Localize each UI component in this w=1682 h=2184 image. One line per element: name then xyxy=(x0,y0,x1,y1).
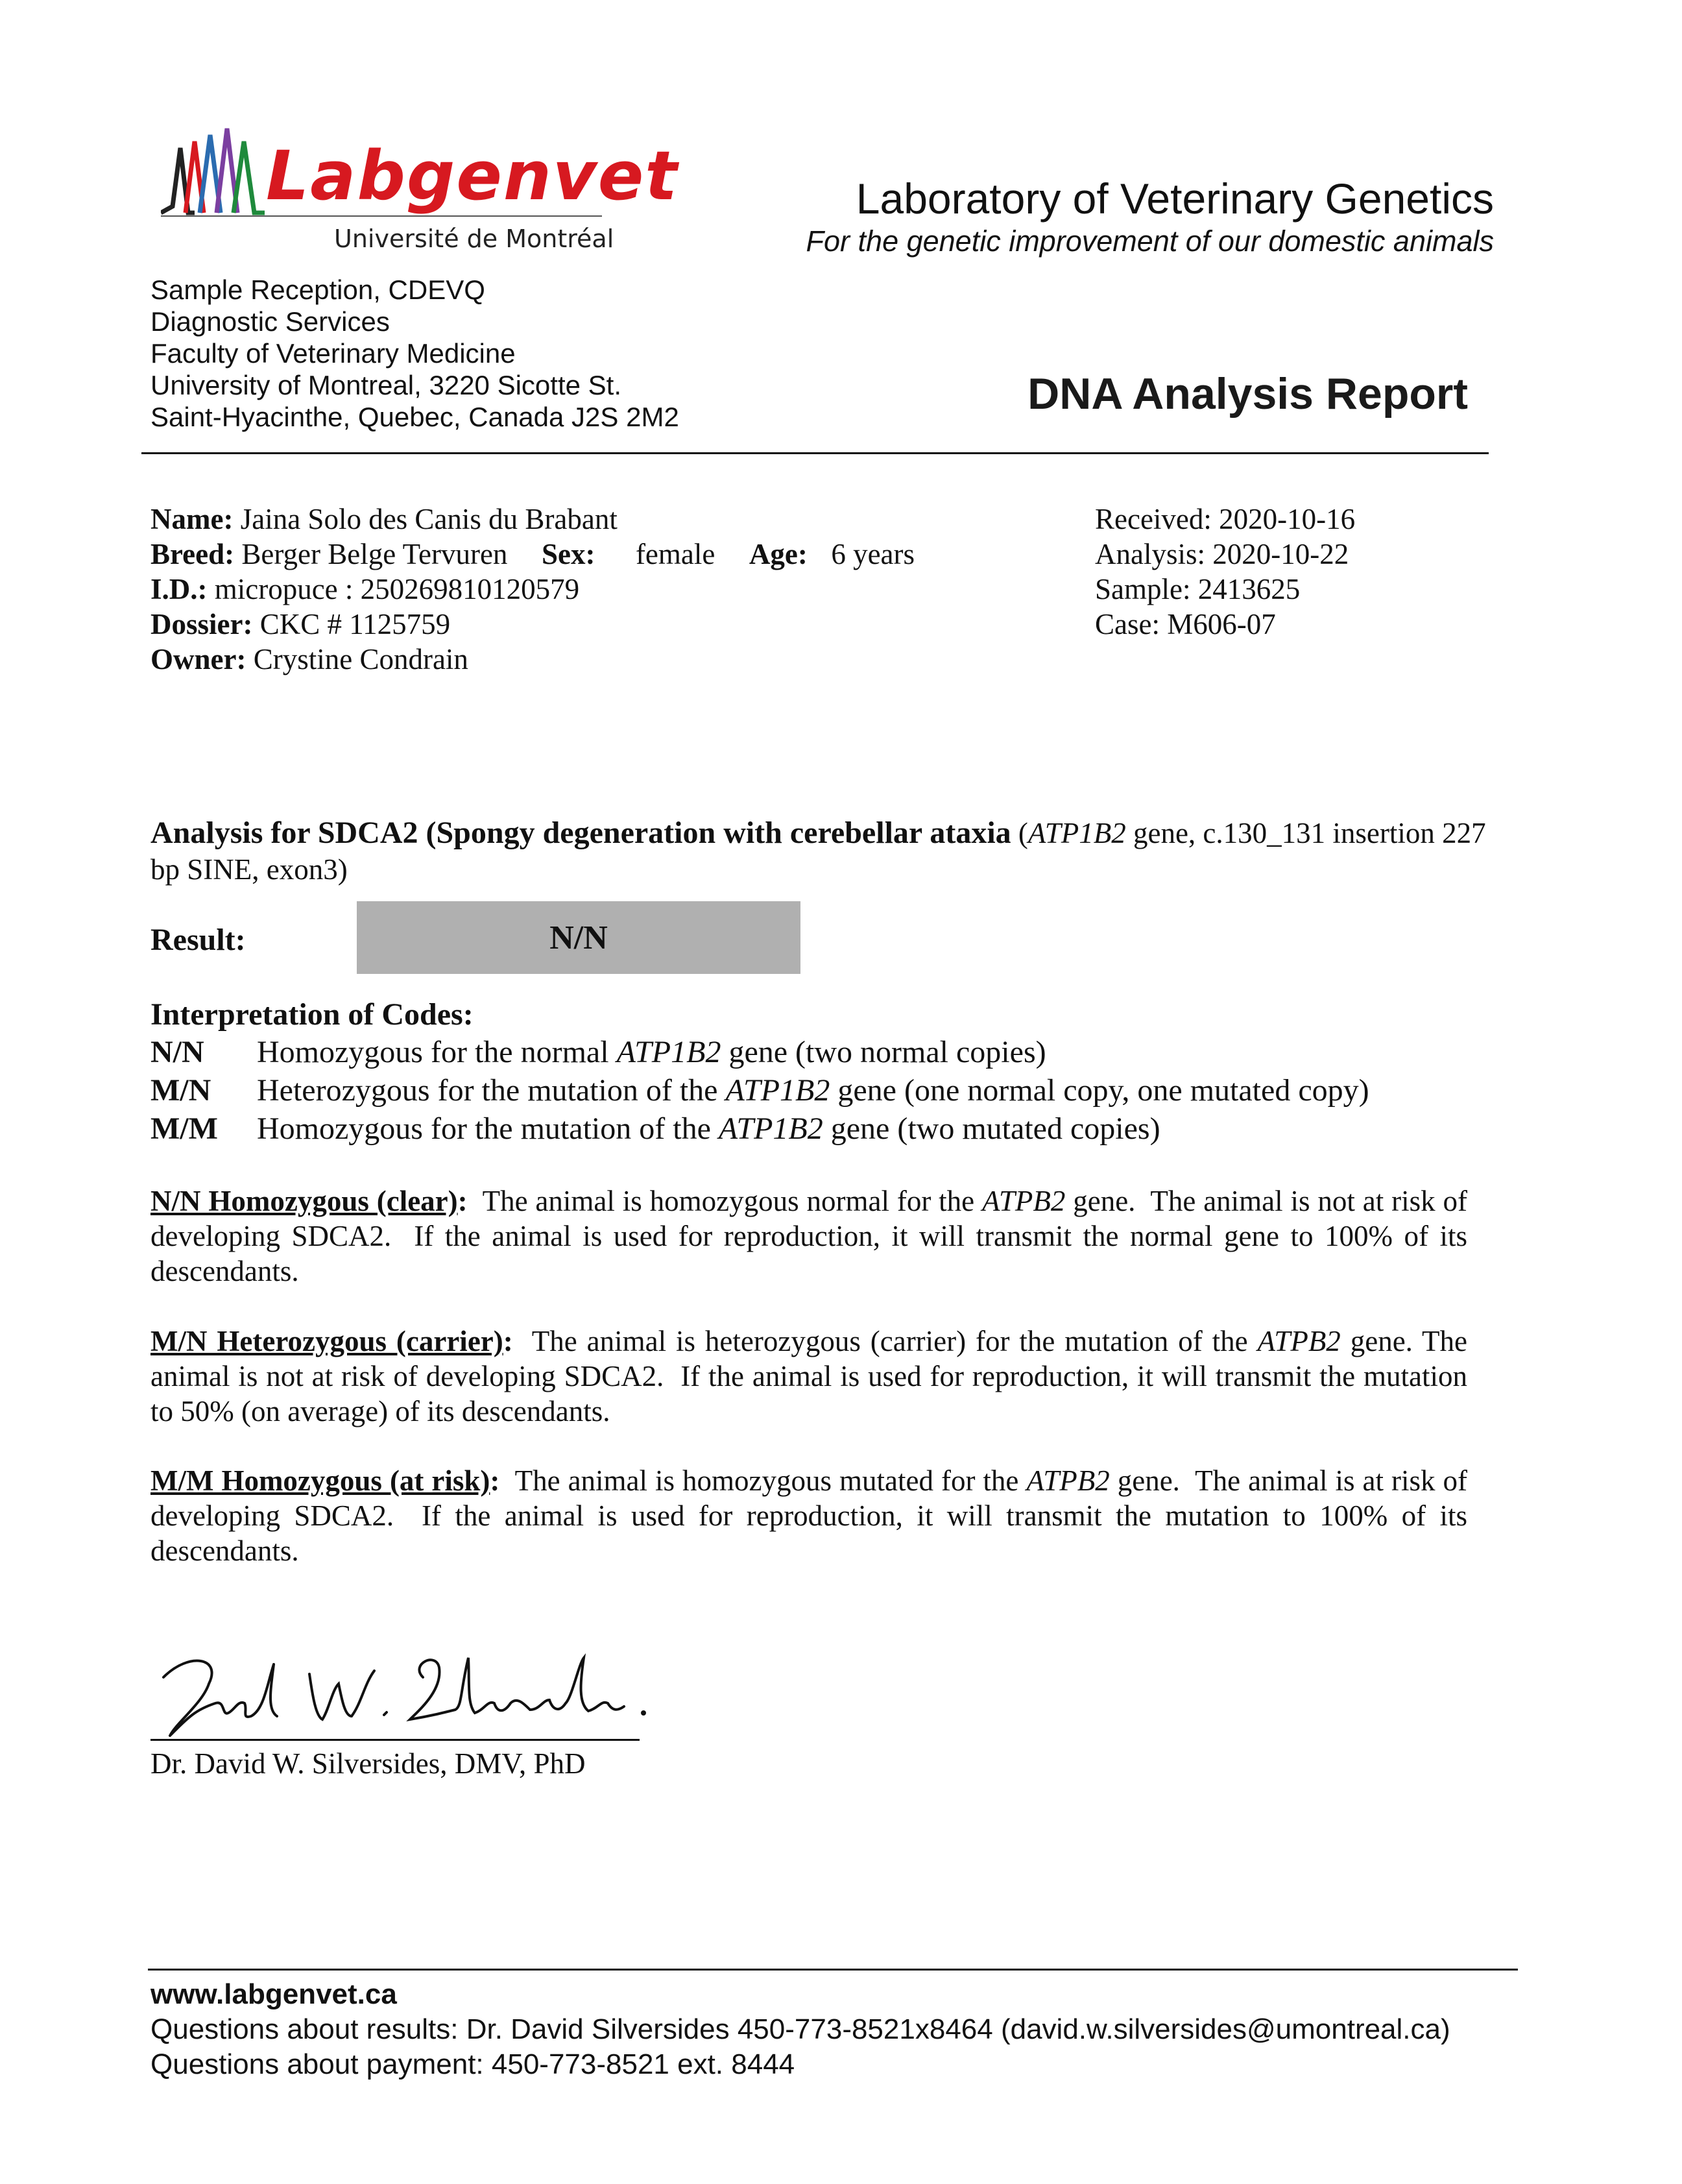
patient-breed-row xyxy=(150,537,915,572)
address-line: University of Montreal, 3220 Sicotte St. xyxy=(150,370,621,400)
case-number: Case: M606-07 xyxy=(1095,608,1276,640)
breed-label: Breed: xyxy=(150,538,235,570)
sample-number: Sample: 2413625 xyxy=(1095,573,1301,605)
analysis-title: Analysis for SDCA2 (Spongy degeneration with cerebellar ataxia xyxy=(150,816,1011,850)
para-text-end: gene. The animal is not at risk of developing SDCA2. If the animal is used for reproduction, it will transmit the normal gene to 100% of its descendants. xyxy=(150,1185,1475,1287)
interpretation-at-risk xyxy=(150,1463,1475,1568)
handwritten-signature xyxy=(150,1638,656,1749)
patient-owner-row xyxy=(150,642,915,677)
analysis-gene-open: ( xyxy=(1011,817,1028,849)
report-title: DNA Analysis Report xyxy=(1027,369,1468,419)
para-gene: ATPB2 xyxy=(1257,1325,1341,1357)
patient-info xyxy=(150,502,915,677)
address-line: Sample Reception, CDEVQ xyxy=(150,274,485,305)
name-label: Name: xyxy=(150,503,234,535)
footer xyxy=(150,1977,1450,2082)
analysis-date: Analysis: 2020-10-22 xyxy=(1095,538,1349,570)
signature-line xyxy=(150,1739,640,1741)
code-gene: ATP1B2 xyxy=(718,1111,823,1146)
code-text-end: gene (one normal copy, one mutated copy) xyxy=(830,1073,1369,1108)
payment-contact: Questions about payment: 450-773-8521 ext. 8444 xyxy=(150,2048,795,2080)
code-gene: ATP1B2 xyxy=(725,1073,830,1108)
patient-age: 6 years xyxy=(831,538,915,570)
address-line: Saint-Hyacinthe, Quebec, Canada J2S 2M2 xyxy=(150,402,679,432)
para-text: The animal is heterozygous (carrier) for the mutation of the xyxy=(512,1325,1258,1357)
codes-title: Interpretation of Codes: xyxy=(150,997,474,1032)
result-value: N/N xyxy=(357,901,800,974)
lab-tagline: For the genetic improvement of our domestic animals xyxy=(806,224,1494,258)
logo-wordmark: Labgenvet xyxy=(266,136,679,215)
code-label: M/N xyxy=(150,1073,211,1108)
code-text: Heterozygous for the mutation of the xyxy=(257,1073,726,1108)
analysis-detail: gene, c.130_131 insertion 227 bp SINE, exon3) xyxy=(150,817,1486,886)
patient-name: Jaina Solo des Canis du Brabant xyxy=(240,503,618,535)
code-row xyxy=(150,1073,1369,1108)
para-text-end: gene. The animal is not at risk of developing SDCA2. If the animal is used for reproduction, it will transmit the mutation to 50% (on average) of its descendants. xyxy=(150,1325,1475,1427)
dossier-label: Dossier: xyxy=(150,608,253,640)
website-link[interactable]: www.labgenvet.ca xyxy=(150,1978,397,2010)
code-gene: ATP1B2 xyxy=(616,1035,721,1069)
para-colon: : xyxy=(503,1325,513,1357)
patient-breed: Berger Belge Tervuren xyxy=(241,538,508,570)
analysis-gene: ATP1B2 xyxy=(1027,817,1126,849)
para-colon: : xyxy=(490,1464,500,1497)
para-label: N/N Homozygous (clear) xyxy=(150,1185,458,1217)
patient-id-row xyxy=(150,572,915,607)
interpretation-clear xyxy=(150,1183,1475,1289)
age-label: Age: xyxy=(749,538,808,570)
code-row xyxy=(150,1111,1160,1147)
para-text: The animal is homozygous normal for the xyxy=(467,1185,983,1217)
code-row xyxy=(150,1034,1046,1070)
patient-dossier: CKC # 1125759 xyxy=(259,608,451,640)
owner-label: Owner: xyxy=(150,643,246,675)
address-line: Diagnostic Services xyxy=(150,306,390,337)
para-gene: ATPB2 xyxy=(982,1185,1066,1217)
sex-label: Sex: xyxy=(541,538,595,570)
header-divider xyxy=(141,452,1489,454)
id-label: I.D.: xyxy=(150,573,208,605)
logo-subtitle: Université de Montréal xyxy=(334,224,614,253)
analysis-heading xyxy=(150,815,1513,888)
sample-dates xyxy=(1095,502,1355,642)
received-date: Received: 2020-10-16 xyxy=(1095,503,1356,535)
para-label: M/N Heterozygous (carrier) xyxy=(150,1325,503,1357)
footer-divider xyxy=(148,1969,1518,1971)
interpretation-carrier xyxy=(150,1324,1475,1429)
code-label: M/M xyxy=(150,1111,218,1146)
lab-title: Laboratory of Veterinary Genetics xyxy=(856,175,1494,223)
para-label: M/M Homozygous (at risk) xyxy=(150,1464,490,1497)
code-text: Homozygous for the normal xyxy=(257,1035,617,1069)
para-text: The animal is homozygous mutated for the xyxy=(499,1464,1027,1497)
code-text: Homozygous for the mutation of the xyxy=(257,1111,719,1146)
patient-name-row xyxy=(150,502,915,537)
lab-address xyxy=(150,274,679,433)
patient-dossier-row xyxy=(150,607,915,642)
code-label: N/N xyxy=(150,1035,204,1069)
code-text-end: gene (two normal copies) xyxy=(721,1035,1046,1069)
results-contact: Questions about results: Dr. David Silversides 450-773-8521x8464 (david.w.silversides@umontreal.ca) xyxy=(150,2013,1450,2045)
address-line: Faculty of Veterinary Medicine xyxy=(150,338,516,369)
para-colon: : xyxy=(457,1185,468,1217)
patient-owner: Crystine Condrain xyxy=(253,643,468,675)
para-gene: ATPB2 xyxy=(1026,1464,1110,1497)
result-label: Result: xyxy=(150,923,246,957)
patient-sex: female xyxy=(635,538,715,570)
para-text-end: gene. The animal is at risk of developing SDCA2. If the animal is used for reproduction, it will transmit the mutation to 100% of its descendants. xyxy=(150,1464,1475,1567)
patient-id: micropuce : 250269810120579 xyxy=(214,573,580,605)
code-text-end: gene (two mutated copies) xyxy=(823,1111,1160,1146)
signatory-name: Dr. David W. Silversides, DMV, PhD xyxy=(150,1747,586,1780)
